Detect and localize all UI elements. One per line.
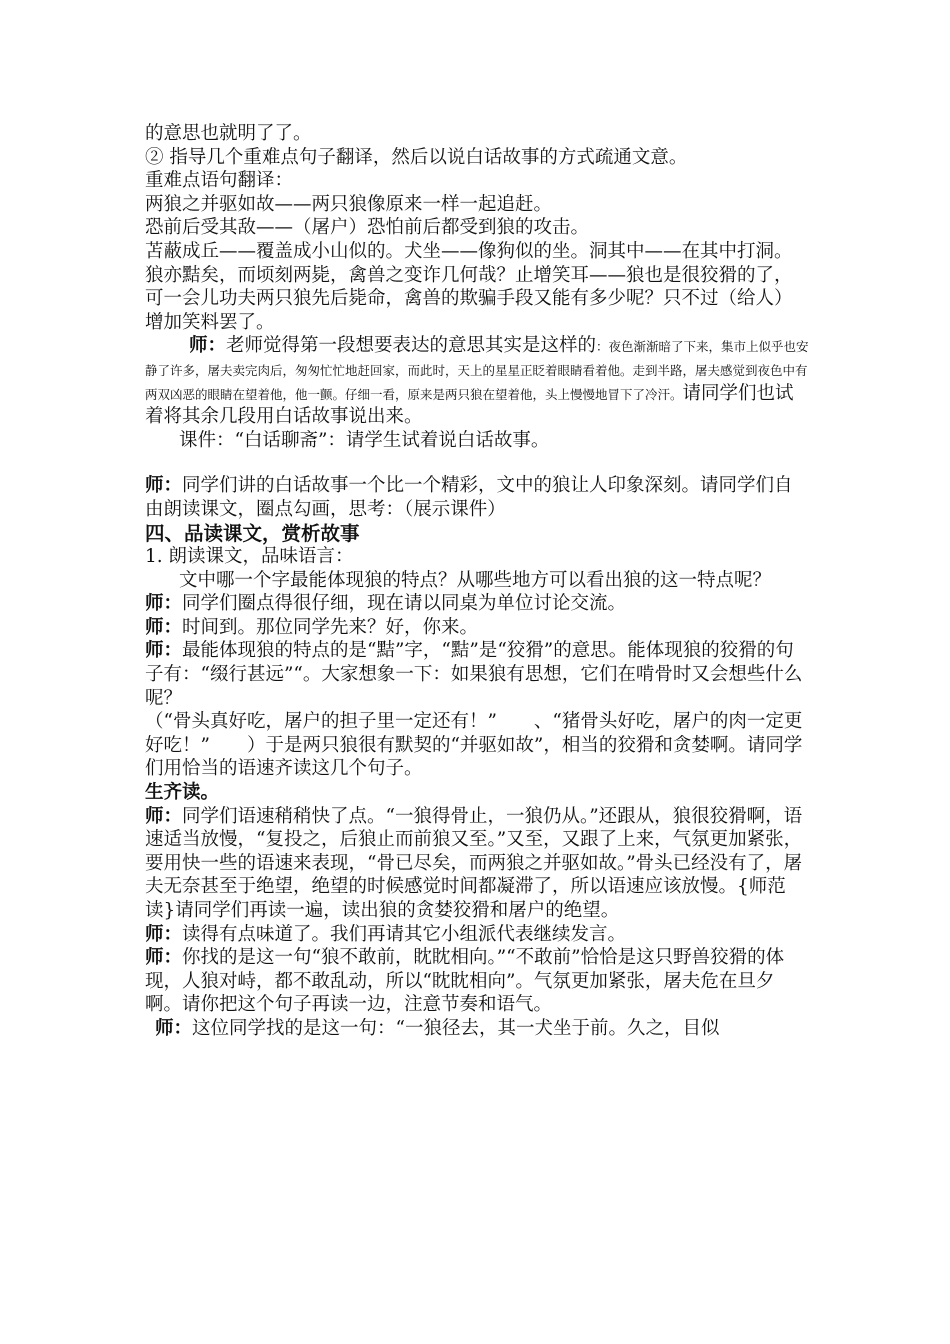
blank-line bbox=[145, 452, 810, 474]
speaker-label: 师： bbox=[145, 640, 183, 662]
paragraph: 1. 朗读课文，品味语言： bbox=[145, 546, 354, 568]
teacher-paragraph bbox=[145, 923, 810, 947]
speaker-label: 师： bbox=[155, 1017, 193, 1039]
paragraph: 恐前后受其敌——（屠户）恐怕前后都受到狼的攻击。 bbox=[145, 217, 590, 239]
paragraph-text: 你找的是这一句“狼不敢前，眈眈相向。”“不敢前”恰恰是这只野兽狡猾的体现，人狼对峙，都不敢乱动，所以“眈眈相向”。气氛更加紧张，屠夫危在旦夕啊。请你把这个句子再读一边，注意节奏和语气。 bbox=[145, 947, 785, 1016]
paragraph: ② 指导几个重难点句子翻译，然后以说白话故事的方式疏通文意。 bbox=[145, 146, 688, 168]
speaker-label: 师： bbox=[145, 616, 183, 638]
paragraph-text: 最能体现狼的特点的是“黠”字，“黠”是“狡猾”的意思。能体现狼的狡猾的句子有：“缀行甚远”“。大家想象一下：如果狼有思想，它们在啃骨时又会想些什么呢？ bbox=[145, 640, 803, 709]
teacher-paragraph bbox=[145, 592, 810, 616]
paragraph-text: 同学们圈点得很仔细，现在请以同桌为单位讨论交流。 bbox=[182, 593, 627, 615]
paragraph-small-text: ：夜色渐渐暗了下来，集市上似乎也安静了许多，屠夫卖完肉后，匆匆忙忙地赶回家，而此时，天上的星星正眨着眼睛看着他。走到半路，屠夫感觉到夜色中有两双凶恶的眼睛在望着他，他一颤。仔细一看，原来是两只狼在望着他，头上慢慢地冒下了冷汗。 bbox=[145, 339, 809, 402]
speaker-label: 师： bbox=[145, 593, 183, 615]
paragraph-text: 时间到。那位同学先来？好，你来。 bbox=[182, 616, 479, 638]
section-heading: 四、品读课文，赏析故事 bbox=[145, 521, 360, 545]
teacher-paragraph bbox=[145, 946, 810, 1017]
paragraph: 狼亦黠矣，而顷刻两毙，禽兽之变诈几何哉？止增笑耳——狼也是很狡猾的了，可一会儿功夫两只狼先后毙命，禽兽的欺骗手段又能有多少呢？只不过（给人）增加笑料罢了。 bbox=[145, 264, 793, 333]
paragraph-text: 同学们讲的白话故事一个比一个精彩，文中的狼让人印象深刻。请同学们自由朗读课文，圈点勾画，思考：（展示课件） bbox=[145, 475, 793, 520]
speaker-label: 师： bbox=[189, 335, 227, 357]
paragraph: 苫蔽成丘——覆盖成小山似的。犬坐——像狗似的坐。洞其中——在其中打洞。 bbox=[145, 240, 793, 262]
teacher-paragraph bbox=[145, 639, 810, 710]
paragraph-text: 老师觉得第一段想要表达的意思其实是这样的 bbox=[226, 335, 597, 357]
teacher-paragraph bbox=[145, 334, 810, 428]
student-line: 生齐读。 bbox=[145, 782, 220, 804]
teacher-paragraph bbox=[145, 474, 810, 521]
paragraph-text: 这位同学找的是这一句：“一狼径去，其一犬坐于前。久之，目似 bbox=[192, 1017, 720, 1039]
speaker-label: 师： bbox=[145, 475, 183, 497]
speaker-label: 师： bbox=[145, 805, 183, 827]
paragraph: 课件：“白话聊斋”：请学生试着说白话故事。 bbox=[179, 429, 550, 451]
teacher-paragraph bbox=[145, 616, 810, 640]
paragraph-text: 同学们语速稍稍快了点。“一狼得骨止，一狼仍从。”还跟从，狼很狡猾啊，语速适当放慢，“复投之，后狼止而前狼又至。”又至，又跟了上来，气氛更加紧张，要用快一些的语速来表现，“骨已尽矣，而两狼之并驱如故。”骨头已经没有了，屠夫无奈甚至于绝望，绝望的时候感觉时间都凝滞了，所以语速应该放慢。{师范读}请同学们再读一遍，读出狼的贪婪狡猾和屠户的绝望。 bbox=[145, 805, 803, 921]
speaker-label: 师： bbox=[145, 947, 183, 969]
paragraph: 的意思也就明了了。 bbox=[145, 123, 312, 144]
teacher-paragraph bbox=[145, 1017, 810, 1041]
paragraph-text: 请同学们也试着将其余几段用白话故事说出来。 bbox=[145, 382, 794, 428]
document-body bbox=[145, 122, 810, 1041]
paragraph-text: 读得有点味道了。我们再请其它小组派代表继续发言。 bbox=[182, 923, 627, 945]
paragraph: 文中哪一个字最能体现狼的特点？从哪些地方可以看出狼的这一特点呢？ bbox=[179, 569, 772, 591]
paragraph: （“骨头真好吃，屠户的担子里一定还有！” 、“猪骨头好吃，屠户的肉一定更好吃！” ）于是两只狼很有默契的“并驱如故”，相当的狡猾和贪婪啊。请同学们用恰当的语速齐读这几个句子。 bbox=[145, 711, 803, 780]
teacher-paragraph bbox=[145, 805, 810, 923]
paragraph: 两狼之并驱如故——两只狼像原来一样一起追赶。 bbox=[145, 193, 553, 215]
speaker-label: 师： bbox=[145, 923, 183, 945]
paragraph: 重难点语句翻译： bbox=[145, 170, 294, 192]
